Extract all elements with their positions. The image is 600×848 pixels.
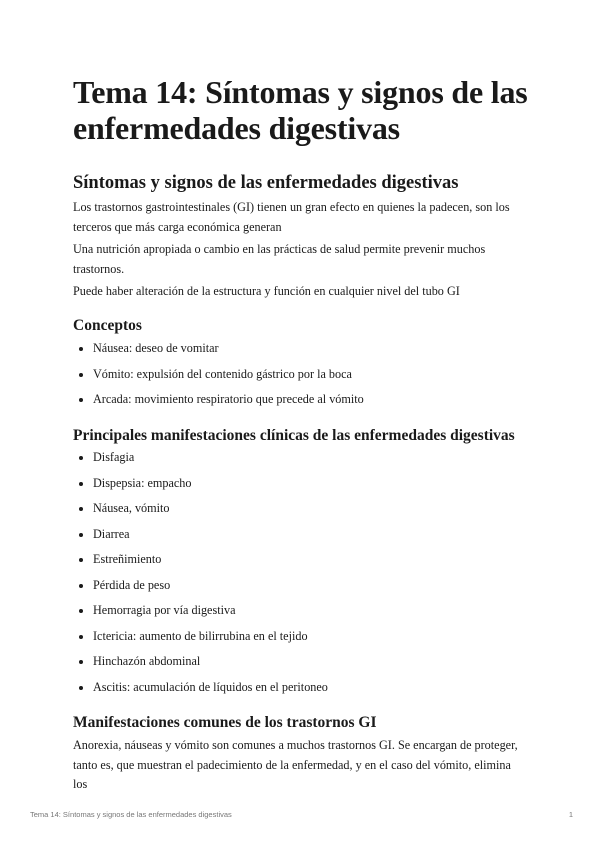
- bullet-icon: [79, 398, 83, 402]
- conceptos-list: [73, 336, 533, 413]
- bullet-icon: [79, 686, 83, 690]
- bullet-icon: [79, 609, 83, 613]
- bullet-icon: [79, 533, 83, 537]
- list-item: Náusea: deseo de vomitar: [73, 336, 533, 362]
- list-item: Dispepsia: empacho: [73, 471, 533, 497]
- list-item: Vómito: expulsión del contenido gástrico por la boca: [73, 362, 533, 388]
- bullet-icon: [79, 482, 83, 486]
- list-item: Disfagia: [73, 445, 533, 471]
- page-title: Tema 14: Síntomas y signos de las enfermedades digestivas: [73, 74, 528, 146]
- bullet-icon: [79, 373, 83, 377]
- paragraph: Puede haber alteración de la estructura y función en cualquier nivel del tubo GI: [73, 284, 460, 298]
- list-item: Náusea, vómito: [73, 496, 533, 522]
- paragraph: Una nutrición apropiada o cambio en las prácticas de salud permite prevenir muchos trastornos.: [73, 242, 486, 276]
- bullet-icon: [79, 558, 83, 562]
- footer-title: Tema 14: Síntomas y signos de las enfermedades digestivas: [30, 810, 232, 819]
- list-item: Hemorragia por vía digestiva: [73, 598, 533, 624]
- list-item: Pérdida de peso: [73, 573, 533, 599]
- list-item: Diarrea: [73, 522, 533, 548]
- bullet-icon: [79, 660, 83, 664]
- paragraph: Anorexia, náuseas y vómito son comunes a muchos trastornos GI. Se encargan de proteger, tanto es, que muestran el padecimiento de la enfermedad, y en el caso del vómito, elimina los: [73, 738, 518, 791]
- bullet-icon: [79, 456, 83, 460]
- list-item: Estreñimiento: [73, 547, 533, 573]
- bullet-icon: [79, 507, 83, 511]
- conceptos-heading: Conceptos: [73, 317, 142, 334]
- section-heading: Síntomas y signos de las enfermedades digestivas: [73, 173, 459, 193]
- bullet-icon: [79, 584, 83, 588]
- page-number: 1: [568, 810, 573, 819]
- list-item: Arcada: movimiento respiratorio que precede al vómito: [73, 387, 533, 413]
- bullet-icon: [79, 347, 83, 351]
- manifestaciones-heading: Principales manifestaciones clínicas de las enfermedades digestivas: [73, 427, 515, 444]
- list-item: Ascitis: acumulación de líquidos en el peritoneo: [73, 675, 533, 701]
- list-item: Hinchazón abdominal: [73, 649, 533, 675]
- manifestaciones-list: [73, 445, 533, 700]
- comunes-heading: Manifestaciones comunes de los trastornos GI: [73, 714, 377, 731]
- page-footer: [30, 810, 573, 819]
- list-item: Ictericia: aumento de bilirrubina en el tejido: [73, 624, 533, 650]
- paragraph: Los trastornos gastrointestinales (GI) tienen un gran efecto en quienes la padecen, son los terceros que más carga económica generan: [73, 200, 510, 234]
- bullet-icon: [79, 635, 83, 639]
